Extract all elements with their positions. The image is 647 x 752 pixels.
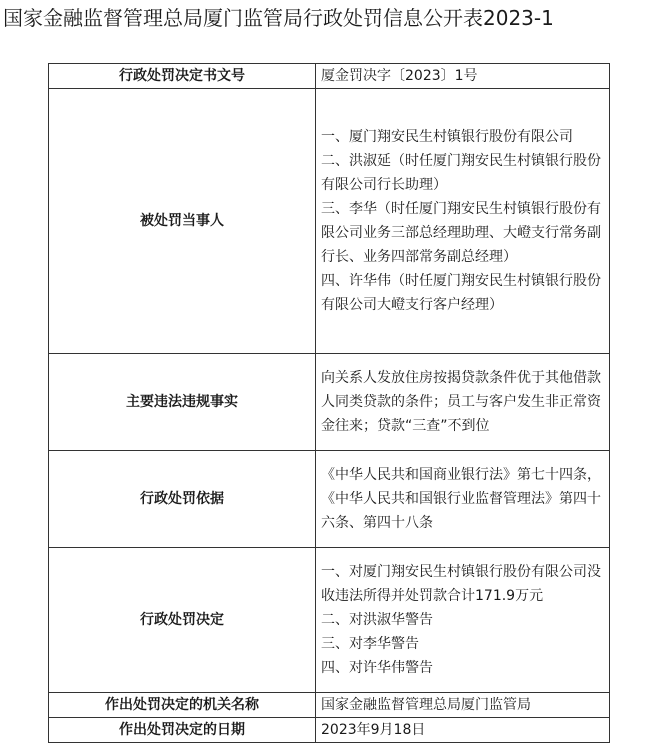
value-penalty-decision [316, 548, 610, 693]
table-row-decision-date [49, 718, 610, 743]
value-line: 四、对许华伟警告 [321, 660, 433, 676]
value-line: 国家金融监督管理总局厦门监管局 [321, 697, 531, 713]
label-penalty-decision: 行政处罚决定 [49, 548, 316, 693]
table-row-violation-facts [49, 354, 610, 451]
value-line: 《中华人民共和国商业银行法》第七十四条，《中华人民共和国银行业监督管理法》第四十六条、第四十八条 [321, 467, 601, 531]
value-violation-facts [316, 354, 610, 451]
label-decision-number: 行政处罚决定书文号 [49, 64, 316, 89]
value-decision-number [316, 64, 610, 89]
table-row-legal-basis [49, 451, 610, 548]
value-line: 厦金罚决字〔2023〕1号 [321, 68, 478, 84]
value-line: 三、李华（时任厦门翔安民生村镇银行股份有限公司业务三部总经理助理、大嶝支行常务副行长、业务四部常务副总经理） [321, 201, 601, 265]
value-line: 二、对洪淑华警告 [321, 612, 433, 628]
value-legal-basis [316, 451, 610, 548]
label-violation-facts: 主要违法违规事实 [49, 354, 316, 451]
label-penalized-parties: 被处罚当事人 [49, 89, 316, 354]
label-authority-name: 作出处罚决定的机关名称 [49, 693, 316, 718]
value-line: 一、厦门翔安民生村镇银行股份有限公司 [321, 129, 573, 145]
value-line: 二、洪淑延（时任厦门翔安民生村镇银行股份有限公司行长助理） [321, 153, 601, 193]
value-line: 向关系人发放住房按揭贷款条件优于其他借款人同类贷款的条件；员工与客户发生非正常资金往来；贷款“三查”不到位 [321, 370, 601, 434]
value-decision-date [316, 718, 610, 743]
page-title: 国家金融监督管理总局厦门监管局行政处罚信息公开表2023-1 [3, 6, 554, 30]
value-line: 2023年9月18日 [321, 722, 426, 738]
table-row-penalty-decision [49, 548, 610, 693]
label-legal-basis: 行政处罚依据 [49, 451, 316, 548]
value-line: 四、许华伟（时任厦门翔安民生村镇银行股份有限公司大嶝支行客户经理） [321, 273, 601, 313]
penalty-info-table [48, 63, 610, 743]
value-line: 三、对李华警告 [321, 636, 419, 652]
table-row-authority-name [49, 693, 610, 718]
table-row-decision-number [49, 64, 610, 89]
value-penalized-parties [316, 89, 610, 354]
label-decision-date: 作出处罚决定的日期 [49, 718, 316, 743]
table-row-penalized-parties [49, 89, 610, 354]
value-authority-name [316, 693, 610, 718]
value-line: 一、对厦门翔安民生村镇银行股份有限公司没收违法所得并处罚款合计171.9万元 [321, 564, 601, 604]
